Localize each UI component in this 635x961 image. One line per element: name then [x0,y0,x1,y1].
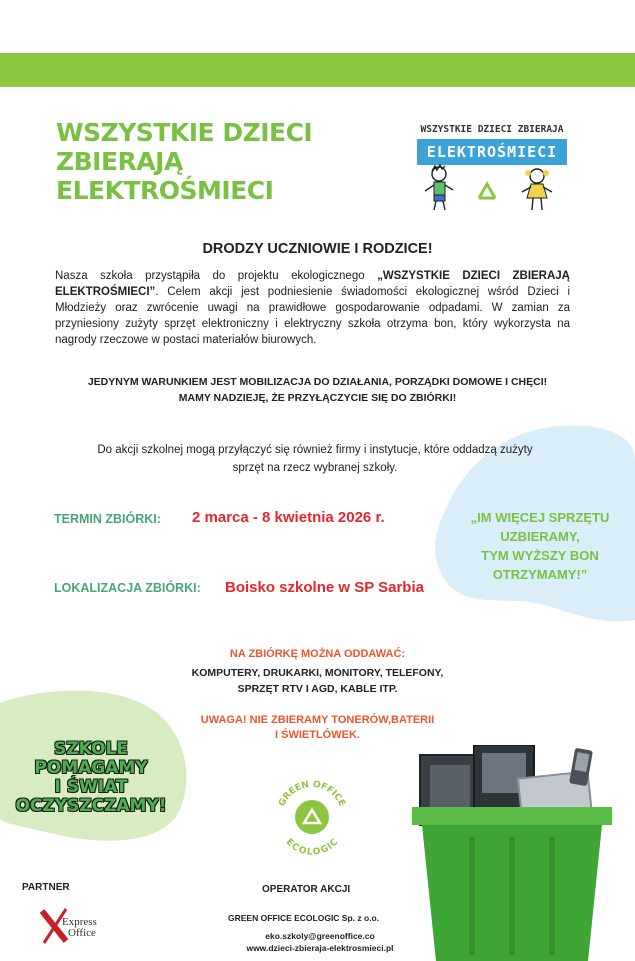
company-text: GREEN OFFICE ECOLOGIC Sp. z o.o. [228,913,380,923]
operator-label: OPERATOR AKCJI [262,884,351,895]
items-line: SPRZĘT RTV I AGD, KABLE ITP. [237,683,398,695]
top-bar [0,53,635,87]
lokalizacja-value: Boisko szkolne w SP Sarbia [225,579,424,596]
greeting-heading: DRODZY UCZNIOWIE I RODZICE! [202,241,433,257]
slogan-line: SZKOLE [54,739,128,759]
warning-line: UWAGA! NIE ZBIERAMY TONERÓW,BATERII [200,714,435,726]
accepted-heading: NA ZBIÓRKĘ MOŻNA ODDAWAĆ: [229,648,406,660]
quote-line: UZBIERAMY, [500,529,580,544]
website-link[interactable]: www.dzieci-zbieraja-elektrosmieci.pl [246,943,394,953]
termin-label: TERMIN ZBIÓRKI: [54,512,161,526]
kids-recycling-icon [417,164,567,214]
logo-arc-text: ECOLOGIC [283,837,341,858]
logo-band-text: ELEKTROŚMIECI [417,139,567,165]
project-name: „WSZYSTKIE DZIECI ZBIERAJĄ ELEKTROŚMIECI” [55,270,570,298]
title-line: WSZYSTKIE DZIECI [56,118,313,147]
quote-line: „IM WIĘCEJ SPRZĘTU [470,510,610,525]
intro-text: Nasza szkoła przystąpiła do projektu ekologicznego [55,270,378,282]
logo-arc-text: GREEN OFFICE [277,779,347,809]
logo-top-text: WSZYSTKIE DZIECI ZBIERAJA [420,124,564,135]
slogan-line: OCZYSZCZAMY! [15,796,167,816]
email-link[interactable]: eko.szkoly@greenoffice.co [265,931,375,941]
intro-paragraph [55,268,570,348]
slogan-line: POMAGAMY [34,758,148,778]
express-line: Office [68,927,96,939]
title-line: ELEKTROŚMIECI [56,176,274,205]
slogan-text [6,740,176,816]
items-line: KOMPUTERY, DRUKARKI, MONITORY, TELEFONY, [191,667,444,679]
intro-text: . Celem akcji jest podniesienie świadomości ekologicznej wśród Dzieci i Młodzieży oraz zwrócenie uwagi na prawidłowe gospodarowanie odpadami. W zamian za przyniesiony zużyty sprzęt elektroniczny i elektryczny szkoła otrzyma bon, który wykorzysta na nagrody rzeczowe w postaci materiałów biurowych. [55,286,570,346]
partner-label: PARTNER [22,882,70,893]
lokalizacja-label: LOKALIZACJA ZBIÓRKI: [54,581,201,595]
express-office-logo [40,905,130,949]
express-office-text [62,917,97,939]
accepted-items [0,665,635,697]
quote-text [445,508,635,584]
slogan-line: I ŚWIAT [54,777,128,797]
green-office-logo [270,775,354,859]
page-title [56,118,376,205]
condition-line: JEDYNYM WARUNKIEM JEST MOBILIZACJA DO DZIAŁANIA, PORZĄDKI DOMOWE I CHĘCI! [87,376,548,388]
condition-line: MAMY NADZIEJĘ, ŻE PRZYŁĄCZYCIE SIĘ DO ZBIÓRKI! [178,392,457,404]
quote-line: TYM WYŻSZY BON [481,548,599,563]
company-name [228,913,379,923]
contact-info [220,930,420,954]
warning-line: I ŚWIETLÓWEK. [275,729,360,741]
firms-line: sprzęt na rzecz wybranej szkoły. [232,462,398,474]
firms-paragraph [55,441,575,477]
campaign-logo [417,122,567,214]
recycling-bin-illustration [412,745,612,961]
quote-line: OTRZYMAMY!” [492,567,588,582]
termin-value: 2 marca - 8 kwietnia 2026 r. [192,509,385,526]
express-line: Express [62,916,97,928]
condition-text [40,374,595,406]
firms-line: Do akcji szkolnej mogą przyłączyć się również firmy i instytucje, które oddadzą zużyty [97,444,533,456]
title-line: ZBIERAJĄ [56,147,183,176]
